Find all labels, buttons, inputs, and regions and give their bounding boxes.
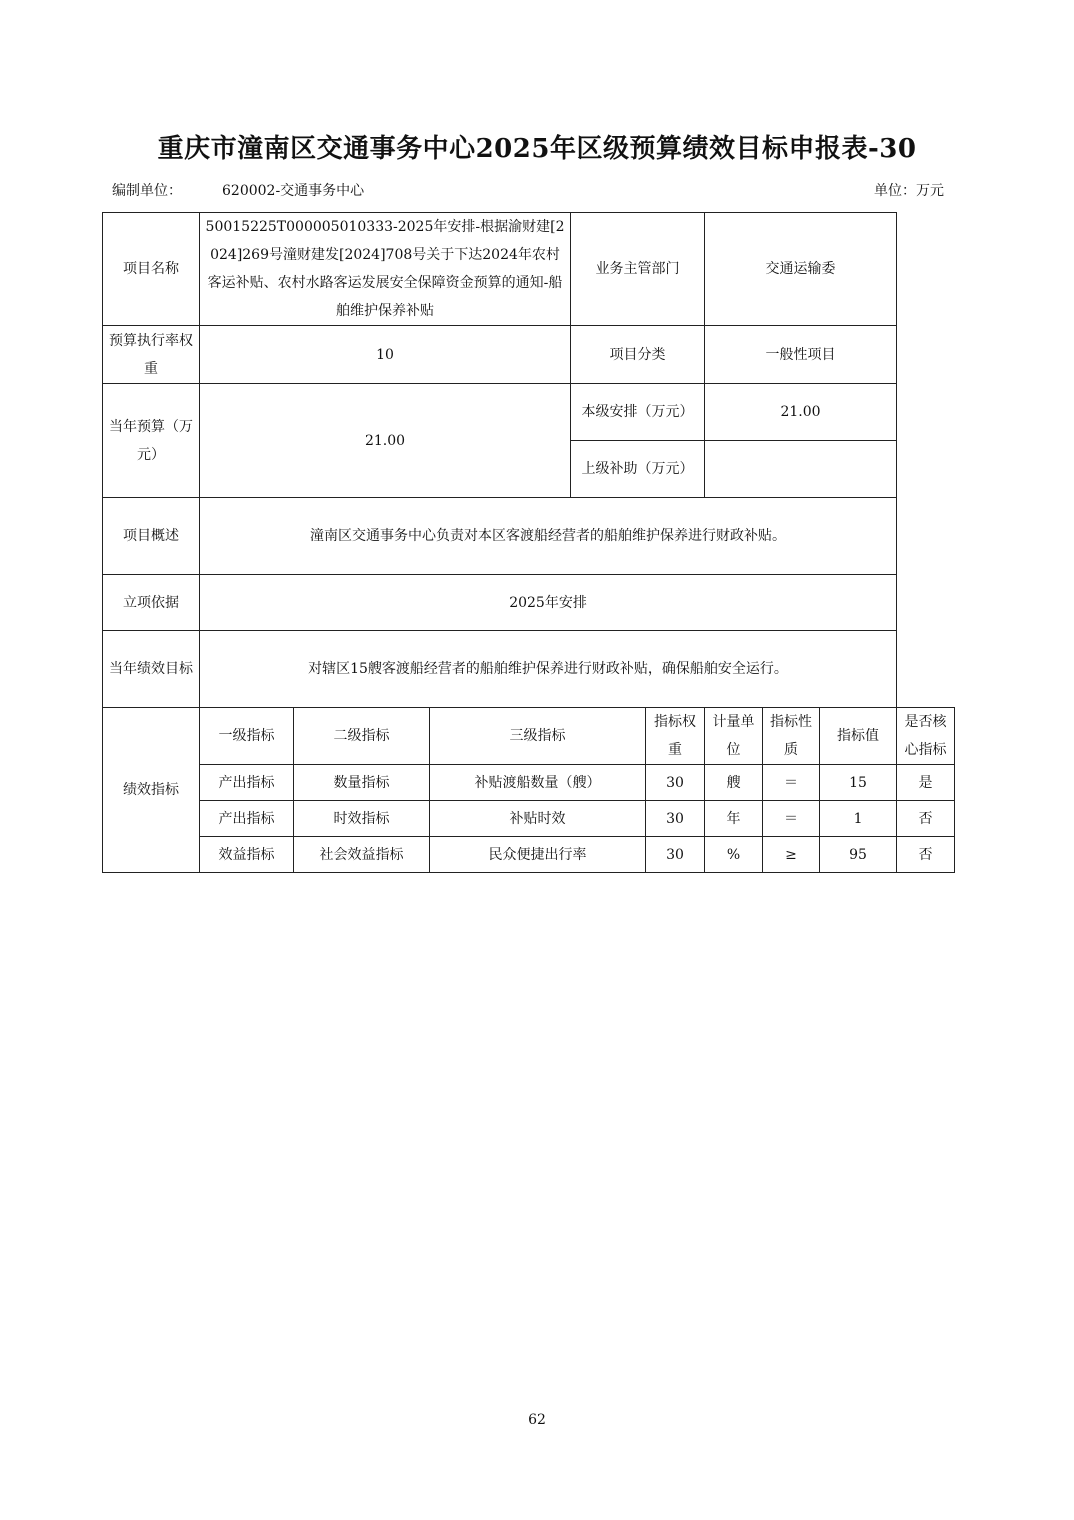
category-label: 项目分类 bbox=[571, 326, 705, 384]
core-cell: 否 bbox=[897, 801, 955, 837]
level3-cell: 补贴渡船数量（艘） bbox=[430, 765, 646, 801]
dept-label: 业务主管部门 bbox=[571, 213, 705, 326]
core-cell: 否 bbox=[897, 837, 955, 873]
level2-cell: 时效指标 bbox=[294, 801, 430, 837]
weight-value: 10 bbox=[200, 326, 571, 384]
level3-cell: 民众便捷出行率 bbox=[430, 837, 646, 873]
header-unit: 计量单位 bbox=[705, 708, 763, 765]
basis-label: 立项依据 bbox=[103, 575, 200, 631]
header-level2: 二级指标 bbox=[294, 708, 430, 765]
basis-value: 2025年安排 bbox=[200, 575, 897, 631]
level1-cell: 产出指标 bbox=[200, 801, 294, 837]
budget-value: 21.00 bbox=[200, 384, 571, 498]
budget-label: 当年预算（万元） bbox=[103, 384, 200, 498]
table-row bbox=[103, 801, 955, 837]
weight-cell: 30 bbox=[646, 801, 705, 837]
header-core: 是否核心指标 bbox=[897, 708, 955, 765]
indicators-label: 绩效指标 bbox=[103, 708, 200, 873]
unit-cell: 艘 bbox=[705, 765, 763, 801]
header-nature: 指标性质 bbox=[763, 708, 820, 765]
value-cell: 1 bbox=[820, 801, 897, 837]
level2-cell: 社会效益指标 bbox=[294, 837, 430, 873]
weight-cell: 30 bbox=[646, 837, 705, 873]
level1-cell: 效益指标 bbox=[200, 837, 294, 873]
nature-cell: ＝ bbox=[763, 765, 820, 801]
table-row bbox=[103, 837, 955, 873]
table-row bbox=[103, 765, 955, 801]
project-name-value: 50015225T000005010333-2025年安排-根据渝财建[2024]269号潼财建发[2024]708号关于下达2024年农村客运补贴、农村水路客运发展安全保障资金预算的通知-船舶维护保养补贴 bbox=[200, 213, 571, 326]
local-label: 本级安排（万元） bbox=[571, 384, 705, 441]
weight-cell: 30 bbox=[646, 765, 705, 801]
upper-value bbox=[705, 441, 897, 498]
performance-target-table bbox=[102, 212, 955, 873]
header-value: 指标值 bbox=[820, 708, 897, 765]
level1-cell: 产出指标 bbox=[200, 765, 294, 801]
header-level3: 三级指标 bbox=[430, 708, 646, 765]
page-title: 重庆市潼南区交通事务中心2025年区级预算绩效目标申报表-30 bbox=[157, 134, 917, 164]
compiling-unit-label: 编制单位： bbox=[112, 183, 182, 199]
unit-cell: 年 bbox=[705, 801, 763, 837]
level2-cell: 数量指标 bbox=[294, 765, 430, 801]
dept-value: 交通运输委 bbox=[705, 213, 897, 326]
header-weight: 指标权重 bbox=[646, 708, 705, 765]
header-level1: 一级指标 bbox=[200, 708, 294, 765]
nature-cell: ＝ bbox=[763, 801, 820, 837]
local-value: 21.00 bbox=[705, 384, 897, 441]
page-number: 62 bbox=[528, 1412, 546, 1428]
category-value: 一般性项目 bbox=[705, 326, 897, 384]
value-cell: 95 bbox=[820, 837, 897, 873]
upper-label: 上级补助（万元） bbox=[571, 441, 705, 498]
core-cell: 是 bbox=[897, 765, 955, 801]
goal-value: 对辖区15艘客渡船经营者的船舶维护保养进行财政补贴，确保船舶安全运行。 bbox=[200, 631, 897, 708]
weight-label: 预算执行率权重 bbox=[103, 326, 200, 384]
project-name-label: 项目名称 bbox=[103, 213, 200, 326]
overview-value: 潼南区交通事务中心负责对本区客渡船经营者的船舶维护保养进行财政补贴。 bbox=[200, 498, 897, 575]
goal-label: 当年绩效目标 bbox=[103, 631, 200, 708]
nature-cell: ≥ bbox=[763, 837, 820, 873]
unit-cell: % bbox=[705, 837, 763, 873]
level3-cell: 补贴时效 bbox=[430, 801, 646, 837]
value-cell: 15 bbox=[820, 765, 897, 801]
currency-unit: 单位：万元 bbox=[874, 183, 944, 199]
compiling-unit bbox=[112, 180, 364, 200]
overview-label: 项目概述 bbox=[103, 498, 200, 575]
compiling-unit-value: 620002-交通事务中心 bbox=[222, 183, 365, 199]
